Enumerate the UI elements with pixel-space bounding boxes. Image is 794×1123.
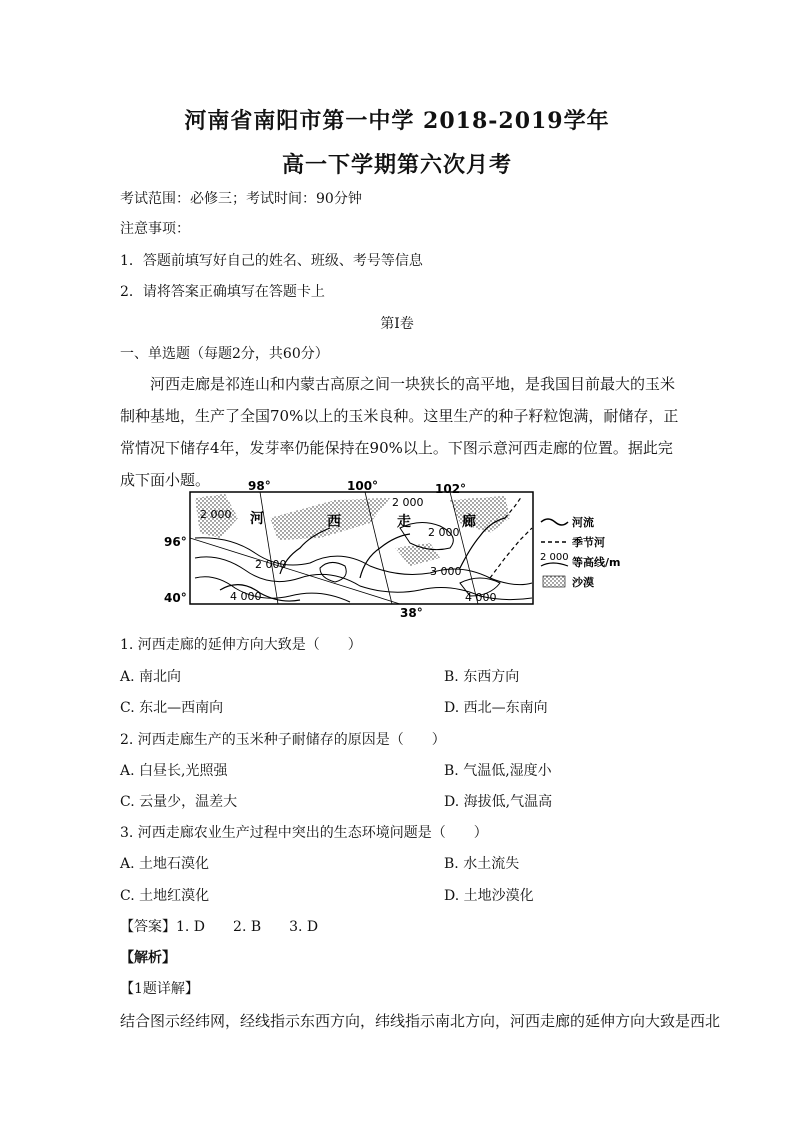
legend-contour-value: 2 000 — [540, 552, 569, 563]
contour-label: 2 000 — [392, 496, 424, 509]
contour-label: 2 000 — [200, 508, 232, 521]
place-char: 廊 — [462, 514, 476, 530]
q3-option-b[interactable]: B. 水土流失 — [444, 856, 520, 872]
q3-option-a[interactable]: A. 土地石漠化 — [120, 856, 210, 872]
legend-desert-symbol — [543, 576, 565, 587]
lat-label-40: 40° — [164, 591, 187, 605]
lon-label-102: 102° — [435, 482, 467, 496]
q2-option-c[interactable]: C. 云量少，温差大 — [120, 794, 238, 810]
legend-contour: 等高线/m — [572, 556, 621, 569]
q1-option-c[interactable]: C. 东北—西南向 — [120, 700, 224, 716]
contour-label: 2 000 — [428, 526, 460, 539]
exam-title-line2: 高一下学期第六次月考 — [281, 152, 512, 178]
map-svg — [160, 478, 630, 620]
hexi-corridor-map — [160, 478, 630, 620]
q2-option-a[interactable]: A. 白昼长,光照强 — [120, 763, 228, 779]
q2-option-b[interactable]: B. 气温低,湿度小 — [444, 763, 552, 779]
lat-label-96: 96° — [164, 535, 187, 549]
passage-text — [120, 368, 680, 496]
analysis-heading: 【解析】 — [120, 950, 176, 966]
q3-option-c[interactable]: C. 土地红漠化 — [120, 888, 210, 904]
lon-label-100: 100° — [347, 479, 379, 493]
question-1-stem: 1. 河西走廊的延伸方向大致是（ ） — [120, 637, 362, 653]
note-1: 1．答题前填写好自己的姓名、班级、考号等信息 — [120, 253, 423, 269]
legend-seasonal-river: 季节河 — [572, 536, 605, 549]
place-char: 河 — [250, 511, 264, 527]
contour-label: 2 000 — [255, 558, 287, 571]
note-2: 2．请将答案正确填写在答题卡上 — [120, 284, 325, 300]
q1-option-d[interactable]: D. 西北—东南向 — [444, 700, 548, 716]
exam-scope: 考试范围：必修三；考试时间：90分钟 — [120, 191, 362, 207]
section-heading: 一、单选题（每题2分，共60分） — [120, 346, 329, 362]
legend-desert: 沙漠 — [572, 576, 594, 589]
volume-label: 第I卷 — [380, 316, 414, 332]
q3-option-d[interactable]: D. 土地沙漠化 — [444, 888, 534, 904]
passage-body: 河西走廊是祁连山和内蒙古高原之间一块狭长的高平地，是我国目前最大的玉米制种基地，生产了全国70%以上的玉米良种。这里生产的种子籽粒饱满，耐储存，正常情况下储存4年，发芽率仍能保持在90%以上。下图示意河西走廊的位置。据此完成下面小题。 — [120, 375, 679, 489]
lat-label-38: 38° — [400, 606, 423, 620]
contour-label: 4 000 — [465, 591, 497, 604]
answer-line: 【答案】1. D 2. B 3. D — [120, 919, 319, 935]
detail-1-text: 结合图示经纬网，经线指示东西方向，纬线指示南北方向，河西走廊的延伸方向大致是西北 — [120, 1012, 721, 1030]
place-char: 走 — [397, 514, 411, 530]
q2-option-d[interactable]: D. 海拔低,气温高 — [444, 794, 553, 810]
lon-label-98: 98° — [248, 479, 271, 493]
place-char: 西 — [327, 514, 341, 530]
legend-river-symbol — [541, 519, 568, 525]
question-2-stem: 2. 河西走廊生产的玉米种子耐储存的原因是（ ） — [120, 732, 446, 748]
legend-river: 河流 — [572, 516, 594, 529]
contour-label: 4 000 — [230, 590, 262, 603]
q1-option-a[interactable]: A. 南北向 — [120, 669, 182, 685]
legend-contour-symbol — [541, 563, 568, 566]
detail-1-heading: 【1题详解】 — [120, 981, 199, 997]
contour-label: 3 000 — [430, 565, 462, 578]
notes-heading: 注意事项： — [120, 221, 190, 237]
q1-option-b[interactable]: B. 东西方向 — [444, 669, 520, 685]
question-3-stem: 3. 河西走廊农业生产过程中突出的生态环境问题是（ ） — [120, 825, 488, 841]
exam-title-line1: 河南省南阳市第一中学 2018-2019学年 — [184, 108, 610, 134]
